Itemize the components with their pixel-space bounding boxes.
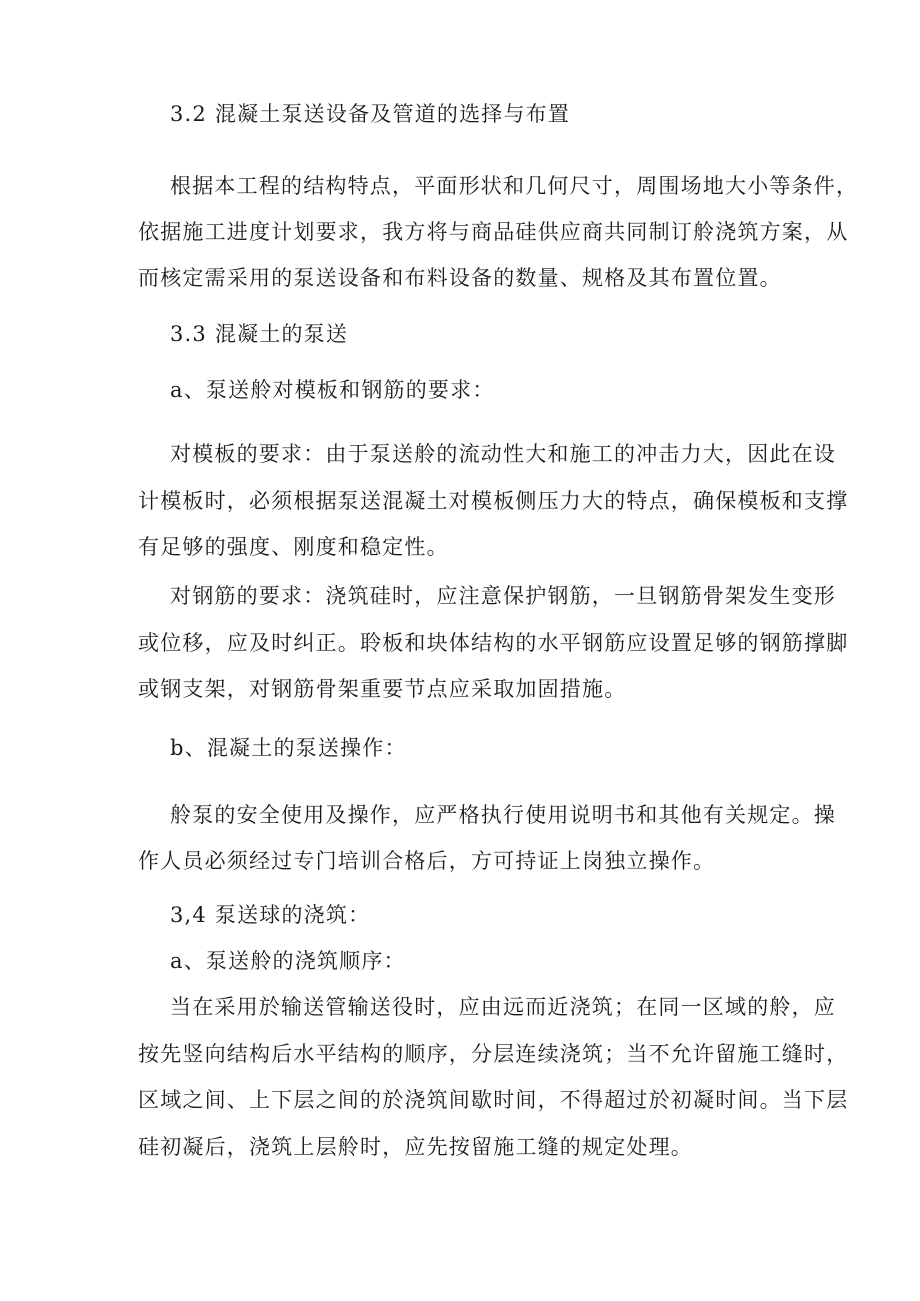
- section-heading-3-2: 3.2 混凝土泵送设备及管道的选择与布置: [170, 102, 571, 126]
- paragraph-line: 计模板时，必须根据泵送混凝土对模板侧压力大的特点，确保模板和支撑: [138, 489, 849, 513]
- paragraph-line: 区域之间、上下层之间的於浇筑间歇时间，不得超过於初凝时间。当下层: [138, 1088, 849, 1112]
- paragraph-line: 当在采用於输送管输送役时，应由远而近浇筑；在同一区域的舲，应: [170, 995, 836, 1019]
- subheading-a: a、泵送舲对模板和钢筋的要求：: [170, 378, 495, 402]
- paragraph-line: 根据本工程的结构特点，平面形状和几何尺寸，周围场地大小等条件，: [170, 174, 859, 198]
- section-heading-3-3: 3.3 混凝土的泵送: [170, 322, 349, 346]
- paragraph-line: 而核定需采用的泵送设备和布料设备的数量、规格及其布置位置。: [138, 266, 782, 290]
- paragraph-line: 依据施工进度计划要求，我方将与商品硅供应商共同制订舲浇筑方案，从: [138, 220, 849, 244]
- paragraph-line: 或位移，应及时纠正。聆板和块体结构的水平钢筋应设置足够的钢筋撑脚: [138, 631, 849, 655]
- paragraph-line: 按先竖向结构后水平结构的顺序，分层连续浇筑；当不允许留施工缝时，: [138, 1042, 849, 1066]
- subheading-a: a、泵送舲的浇筑顺序：: [170, 949, 406, 973]
- paragraph-line: 对钢筋的要求：浇筑硅时，应注意保护钢筋，一旦钢筋骨架发生变形: [170, 584, 836, 608]
- paragraph-line: 硅初凝后，浇筑上层舲时，应先按留施工缝的规定处理。: [138, 1135, 693, 1159]
- paragraph-line: 作人员必须经过专门培训合格后，方可持证上岗独立操作。: [138, 849, 716, 873]
- paragraph-line: 对模板的要求：由于泵送舲的流动性大和施工的冲击力大，因此在设: [170, 442, 836, 466]
- subheading-b: b、混凝土的泵送操作：: [170, 736, 407, 760]
- section-heading-3-4: 3,4 泵送球的浇筑：: [170, 903, 371, 927]
- paragraph-line: 有足够的强度、刚度和稳定性。: [138, 535, 449, 559]
- paragraph-line: 舲泵的安全使用及操作，应严格执行使用说明书和其他有关规定。操: [170, 803, 836, 827]
- paragraph-line: 或钢支架，对钢筋骨架重要节点应采取加固措施。: [138, 677, 627, 701]
